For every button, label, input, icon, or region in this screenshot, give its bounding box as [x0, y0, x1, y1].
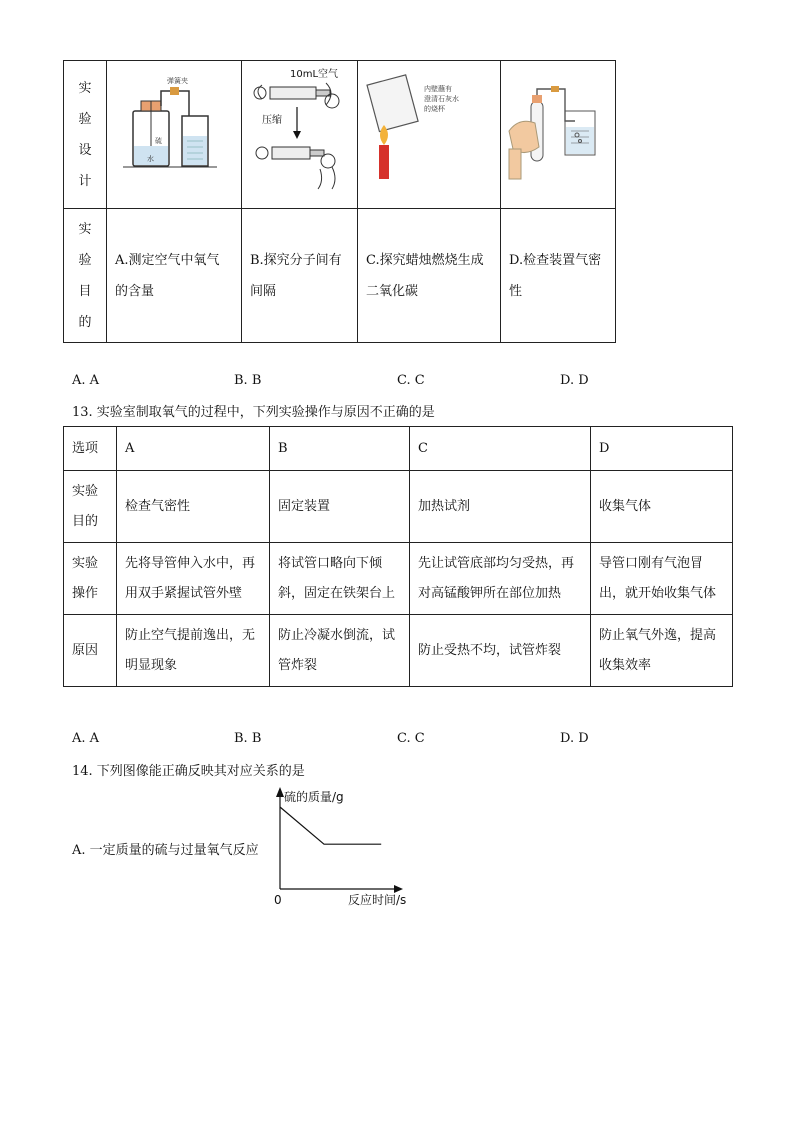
q14-chart — [268, 785, 418, 910]
q13-row-label-purpose: 实验 目的 — [64, 471, 117, 543]
svg-text:内壁蘸有: 内壁蘸有 — [424, 85, 452, 93]
svg-text:压缩: 压缩 — [262, 115, 282, 126]
q12-table — [63, 60, 616, 343]
q13-row-label-reason: 原因 — [64, 615, 117, 687]
origin-label: 0 — [274, 893, 282, 907]
q13-header-label: 选项 — [64, 427, 117, 471]
q12-option-c[interactable]: C. C — [397, 373, 425, 388]
q13-stem: 13. 实验室制取氧气的过程中，下列实验操作与原因不正确的是 — [72, 405, 435, 420]
q12-option-d[interactable]: D. D — [560, 373, 589, 388]
q13-cell: 先将导管伸入水中，再 用双手紧握试管外壁 — [117, 543, 270, 615]
q13-header-b: B — [270, 427, 410, 471]
q12-option-a[interactable]: A. A — [72, 373, 100, 388]
svg-text:弹簧夹: 弹簧夹 — [167, 77, 188, 85]
svg-text:澄清石灰水: 澄清石灰水 — [424, 95, 459, 103]
q13-row-label-operation: 实验 操作 — [64, 543, 117, 615]
q14-stem: 14. 下列图像能正确反映其对应关系的是 — [72, 764, 305, 779]
q13-option-a[interactable]: A. A — [72, 731, 100, 746]
series-line — [280, 807, 381, 844]
x-axis-arrow — [394, 885, 403, 893]
q13-option-b[interactable]: B. B — [234, 731, 262, 746]
q13-options — [0, 731, 794, 749]
purpose-b: B.探究分子间有 间隔 — [242, 209, 358, 343]
q13-cell: 防止冷凝水倒流，试 管炸裂 — [270, 615, 410, 687]
q12-option-b[interactable]: B. B — [234, 373, 262, 388]
q13-cell: 收集气体 — [591, 471, 733, 543]
q13-option-d[interactable]: D. D — [560, 731, 589, 746]
svg-text:硫: 硫 — [155, 137, 162, 145]
svg-text:水: 水 — [147, 155, 154, 163]
q13-header-a: A — [117, 427, 270, 471]
purpose-a: A.测定空气中氧气 的含量 — [107, 209, 242, 343]
q13-table — [63, 426, 733, 687]
q13-cell: 检查气密性 — [117, 471, 270, 543]
purpose-d: D.检查装置气密 性 — [501, 209, 616, 343]
q14-option-a-text[interactable]: A. 一定质量的硫与过量氧气反应 — [72, 843, 259, 858]
q13-cell: 固定装置 — [270, 471, 410, 543]
q13-header-d: D — [591, 427, 733, 471]
design-image-d — [501, 61, 616, 209]
q13-option-c[interactable]: C. C — [397, 731, 425, 746]
q13-cell: 防止氧气外逸，提高 收集效率 — [591, 615, 733, 687]
row-label-design: 实 验 设 计 — [64, 61, 107, 209]
q13-header-c: C — [410, 427, 591, 471]
design-image-c — [358, 61, 501, 209]
purpose-c: C.探究蜡烛燃烧生成 二氧化碳 — [358, 209, 501, 343]
q13-cell: 防止受热不均，试管炸裂 — [410, 615, 591, 687]
svg-text:的烧杯: 的烧杯 — [424, 105, 445, 113]
design-image-a — [107, 61, 242, 209]
y-axis-arrow — [276, 787, 284, 797]
x-axis-label: 反应时间/s — [348, 893, 407, 907]
row-label-purpose: 实 验 目 的 — [64, 209, 107, 343]
q13-cell: 防止空气提前逸出，无 明显现象 — [117, 615, 270, 687]
y-axis-label: 硫的质量/g — [284, 790, 344, 804]
q13-cell: 先让试管底部均匀受热，再 对高锰酸钾所在部位加热 — [410, 543, 591, 615]
svg-text:10mL空气: 10mL空气 — [290, 69, 339, 80]
q12-options — [0, 373, 794, 391]
q13-cell: 将试管口略向下倾 斜，固定在铁架台上 — [270, 543, 410, 615]
design-image-b — [242, 61, 358, 209]
q13-cell: 加热试剂 — [410, 471, 591, 543]
q13-cell: 导管口刚有气泡冒 出，就开始收集气体 — [591, 543, 733, 615]
